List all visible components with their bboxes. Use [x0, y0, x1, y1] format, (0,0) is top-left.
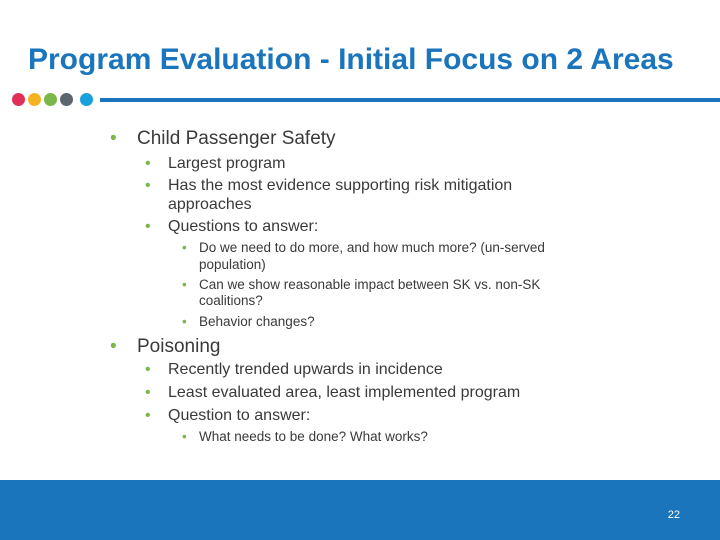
- bullet-text: What needs to be done? What works?: [199, 429, 428, 444]
- bullet-text: Child Passenger Safety: [137, 128, 336, 149]
- bullet-marker: •: [145, 155, 151, 172]
- bullet-marker: •: [145, 361, 151, 378]
- bullet-marker: •: [182, 240, 187, 255]
- bullet-text: Questions to answer:: [168, 218, 319, 235]
- bullet-text: population): [199, 257, 266, 272]
- bullet-marker: •: [145, 177, 151, 194]
- bullet-text: approaches: [168, 196, 252, 213]
- bullet-text: Has the most evidence supporting risk mitigation: [168, 177, 513, 194]
- bullet-marker: •: [110, 128, 117, 149]
- bullet-marker: •: [145, 384, 151, 401]
- bullet-marker: •: [182, 314, 187, 329]
- bullet-text: Behavior changes?: [199, 314, 315, 329]
- bullet-marker: •: [182, 429, 187, 444]
- bullet-marker: •: [145, 407, 151, 424]
- bullet-marker: •: [145, 218, 151, 235]
- bullet-text: Can we show reasonable impact between SK vs. non-SK: [199, 277, 541, 292]
- bullet-text: Recently trended upwards in incidence: [168, 361, 443, 378]
- bullet-text: Do we need to do more, and how much more? (un-served: [199, 240, 545, 255]
- bullet-text: Least evaluated area, least implemented program: [168, 384, 521, 401]
- slide-title: Program Evaluation - Initial Focus on 2 Areas: [28, 43, 674, 76]
- bullet-marker: •: [110, 336, 117, 357]
- bullet-text: coalitions?: [199, 293, 263, 308]
- bullet-text: Question to answer:: [168, 407, 311, 424]
- bullet-marker: •: [182, 277, 187, 292]
- bullet-text: Poisoning: [137, 336, 221, 357]
- bullet-text: Largest program: [168, 155, 286, 172]
- footer-bar: [0, 480, 720, 540]
- page-number: 22: [667, 509, 680, 521]
